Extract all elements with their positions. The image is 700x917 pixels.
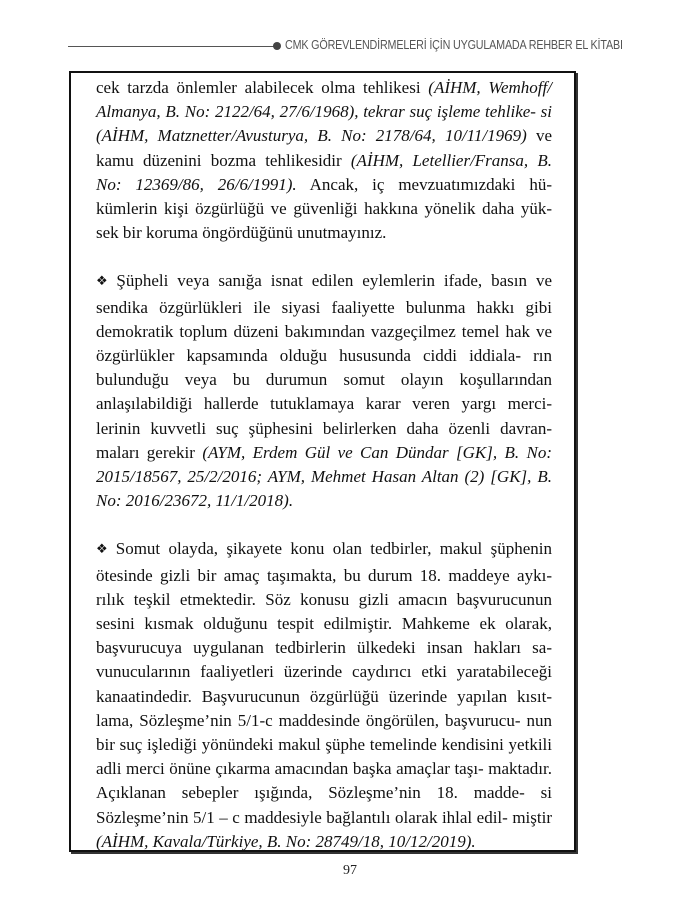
- paragraph-text: Ancak, iç mevzuatımızdaki hü- kümlerin kişi özgürlüğü ve güvenliği hakkına yönelik daha yük- sek bir koruma öngördüğünü unutmayınız.: [96, 174, 552, 243]
- diamond-bullet-icon: ❖: [96, 274, 113, 290]
- paragraph-1: [96, 76, 552, 245]
- paragraph-text: ve kamu düzenini bozma tehlikesidir: [96, 126, 553, 170]
- paragraph-text: Somut olayda, şikayete konu olan tedbirler, makul şüphenin ötesinde gizli bir amaç taşımakta, bu durum 18. maddeye aykı- rılık teşkil etmektedir. Söz konusu gizli amacın başvurucunun sesini kısmak olduğunu tespit edilmiştir. Mahkeme ek olarak, başvurucuya uygulanan tedbirlerin ülkedeki insan hakları sa- vunucularının faaliyetleri üzerinde caydırıcı etki yaratabileceği kanaatindedir. Başvurucunun özgürlüğü üzerinde yapılan kısıt- lama, Sözleşme’nin 5/1-c maddesinde öngörülen, başvurucu- nun bir suç işlediği yönündeki makul şüphe temelinde kendisini yetkili adli merci önüne çıkarma amacından başka amaçlar taşı- maktadır. Açıklanan sebepler ışığında, Sözleşme’nin 18. madde- si Sözleşme’nin 5/1 – c maddesiyle bağlantılı olarak ihlal edil- miştir: [96, 539, 552, 827]
- header-rule: [68, 46, 276, 47]
- header-bullet-dot: [273, 42, 281, 50]
- running-header-title: CMK GÖREVLENDİRMELERİ İÇİN UYGULAMADA REHBER EL KİTABI: [285, 38, 623, 52]
- page-number: 97: [343, 863, 357, 878]
- citation: (AİHM, Wemhoff/ Almanya, B. No: 2122/64, 27/6/1968), tekrar suç işleme tehlike- si (AİHM, Matznetter/Avusturya, B. No: 2178/64, 10/11/1969): [96, 78, 552, 146]
- paragraph-2: [96, 269, 552, 513]
- paragraph-text: cek tarzda önlemler alabilecek olma tehlikesi: [96, 78, 429, 97]
- paragraph-text: Şüpheli veya sanığa isnat edilen eylemlerin ifade, basın ve sendika özgürlükleri ile siyasi faaliyette bulunma hakkı gibi demokratik toplum düzeni bakımından vazgeçilmez temel hak ve özgürlükler kapsamında olduğu hususunda ciddi iddiala- rın bulunduğu veya bu durumun somut olayın koşullarından anlaşılabildiği hallerde tutuklamaya karar veren yargı merci- lerinin kuvvetli suç şüphesini belirlerken daha özenli davran- maları gerekir: [96, 271, 552, 462]
- content-area: [96, 76, 552, 854]
- citation: (AİHM, Kavala/Türkiye, B. No: 28749/18, 10/12/2019).: [96, 831, 476, 851]
- diamond-bullet-icon: ❖: [96, 542, 112, 558]
- citation: (AYM, Erdem Gül ve Can Dündar [GK], B. No: 2015/18567, 25/2/2016; AYM, Mehmet Hasan Altan (2) [GK], B. No: 2016/23672, 11/1/2018).: [96, 442, 553, 511]
- paragraph-3: [96, 537, 552, 854]
- citation: (AİHM, Letellier/Fransa, B. No: 12369/86, 26/6/1991).: [96, 150, 552, 194]
